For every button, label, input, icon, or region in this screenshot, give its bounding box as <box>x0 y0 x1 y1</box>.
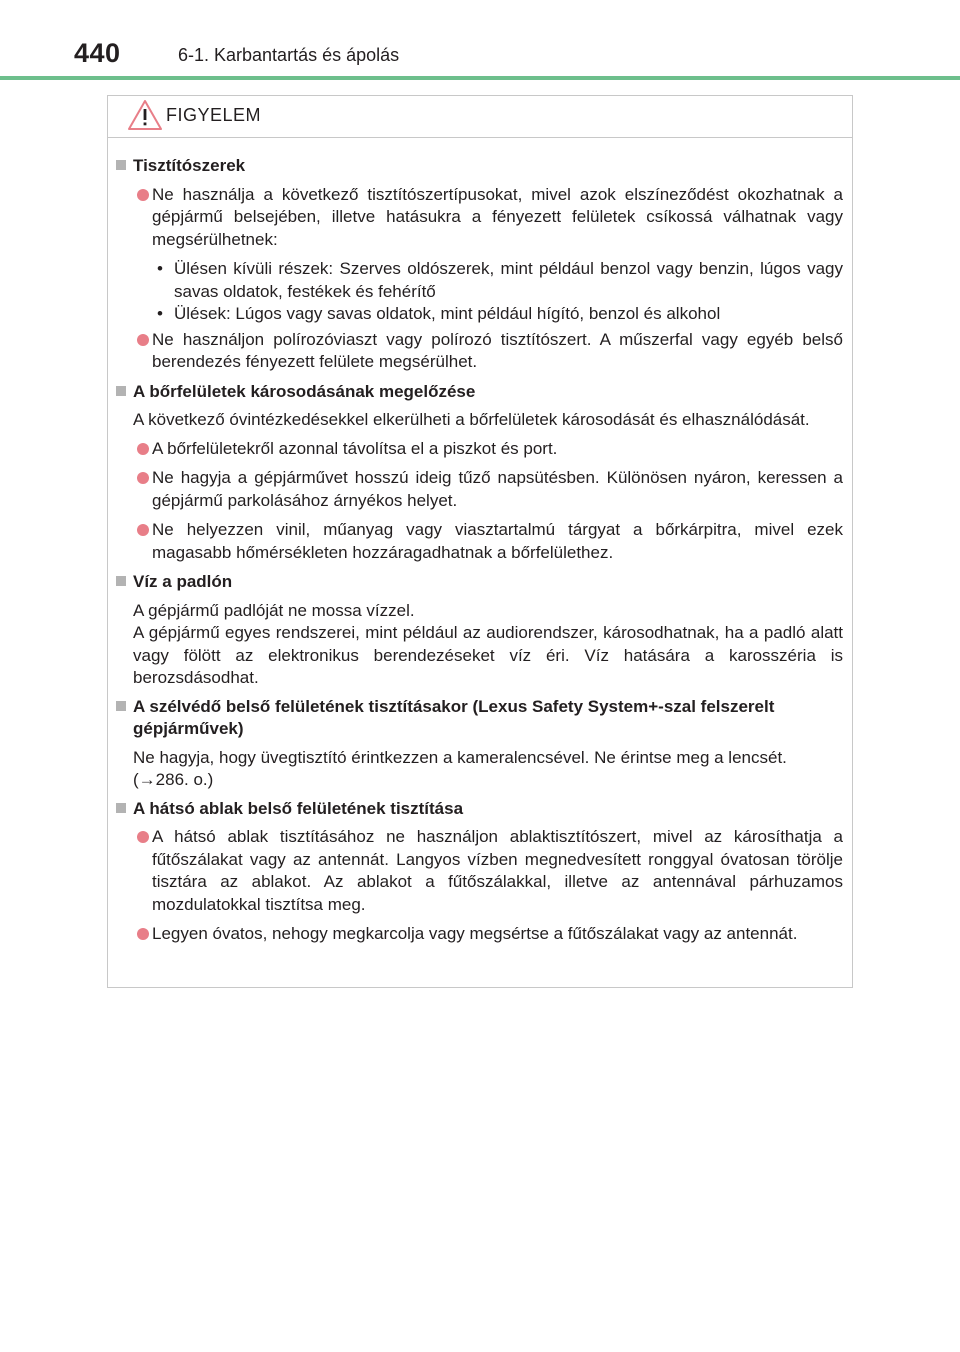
header-rule <box>0 76 960 80</box>
page-reference-link[interactable]: (→286. o.) <box>133 770 214 789</box>
section-leather-care <box>116 381 843 565</box>
page-header <box>0 0 960 80</box>
bullet-dot-icon <box>137 443 149 455</box>
section-rear-window <box>116 798 843 946</box>
bullet-dot-icon <box>137 928 149 940</box>
warning-label: FIGYELEM <box>166 105 262 125</box>
section-title-cleaning-agents: Tisztítószerek <box>116 155 843 178</box>
sub-list <box>116 258 843 326</box>
bullet-dot-icon <box>137 334 149 346</box>
bullet-item: A hátsó ablak tisztításához ne használjon ablaktisztítószert, mivel az károsíthatja a fűtőszálakat vagy az antennát. Langyos vízben megnedvesített ronggyal óvatosan törölje tisztára az ablakot. Az ablakot a fűtőszálakkal, illetve az antennával párhuzamos mozdulatokkal tisztítsa meg. <box>116 826 843 916</box>
bullet-item: Ne hagyja a gépjárművet hosszú ideig tűző napsütésben. Különösen nyáron, keressen a gépjármű parkolásához árnyékos helyet. <box>116 467 843 512</box>
sub-item: • Ülések: Lúgos vagy savas oldatok, mint például hígító, benzol és alkohol <box>116 303 843 326</box>
section-intro: A következő óvintézkedésekkel elkerülheti a bőrfelületek károsodását és elhasználódását. <box>133 410 810 429</box>
section-title-leather-care: A bőrfelületek károsodásának megelőzése <box>116 381 843 404</box>
bullet-dot-icon <box>137 524 149 536</box>
bullet-item: A bőrfelületekről azonnal távolítsa el a piszkot és port. <box>116 438 843 461</box>
section-title-windshield: A szélvédő belső felületének tisztításakor (Lexus Safety System+-szal felszerelt gépjárművek) <box>116 696 843 741</box>
section-paragraph: A gépjármű padlóját ne mossa vízzel. <box>133 600 415 620</box>
sub-item: • Ülésen kívüli részek: Szerves oldószerek, mint például benzol vagy benzin, lúgos vagy savas oldatok, festékek és fehérítő <box>157 259 843 301</box>
warning-header <box>108 96 852 138</box>
bullet-dot-icon <box>137 831 149 843</box>
bullet-item: Ne használja a következő tisztítószertípusokat, mivel azok elszíneződést okozhatnak a gépjármű belsejében, illetve hatásukra a fényezett felületek csíkossá válhatnak vagy megsérülhetnek: <box>116 184 843 252</box>
warning-body <box>108 138 852 946</box>
section-title-rear-window: A hátsó ablak belső felületének tisztítása <box>116 798 843 821</box>
section-square-icon <box>116 576 126 586</box>
sub-bullet-icon: • <box>157 304 163 323</box>
section-title-water-floor: Víz a padlón <box>116 571 843 594</box>
sub-bullet-icon: • <box>157 259 163 278</box>
section-cleaning-agents <box>116 155 843 374</box>
bullet-item: Legyen óvatos, nehogy megkarcolja vagy megsértse a fűtőszálakat vagy az antennát. <box>116 923 843 946</box>
page-number: 440 <box>74 38 121 68</box>
section-square-icon <box>116 803 126 813</box>
section-water-floor <box>116 571 843 690</box>
bullet-item: Ne helyezzen vinil, műanyag vagy viasztartalmú tárgyat a bőrkárpitra, mivel ezek magasabb hőmérsékleten hozzáragadhatnak a bőrfelülethez. <box>116 519 843 564</box>
warning-box <box>107 95 853 988</box>
section-square-icon <box>116 386 126 396</box>
section-square-icon <box>116 701 126 711</box>
section-title: 6-1. Karbantartás és ápolás <box>178 45 400 65</box>
section-paragraph: A gépjármű egyes rendszerei, mint például az audiorendszer, károsodhatnak, ha a padló alatt vagy fölött az elektronikus berendezéseket víz éri. Víz hatására a karosszéria is berozsdásodhat. <box>133 623 843 687</box>
warning-triangle-icon <box>127 99 163 131</box>
bullet-item: Ne használjon polírozóviaszt vagy polírozó tisztítószert. A műszerfal vagy egyéb belső berendezés fényezett felülete megsérülhet. <box>116 329 843 374</box>
section-paragraph: Ne hagyja, hogy üvegtisztító érintkezzen a kameralencsével. Ne érintse meg a lencsét. <box>133 747 787 767</box>
bullet-dot-icon <box>137 472 149 484</box>
section-windshield <box>116 696 843 792</box>
bullet-dot-icon <box>137 189 149 201</box>
section-square-icon <box>116 160 126 170</box>
